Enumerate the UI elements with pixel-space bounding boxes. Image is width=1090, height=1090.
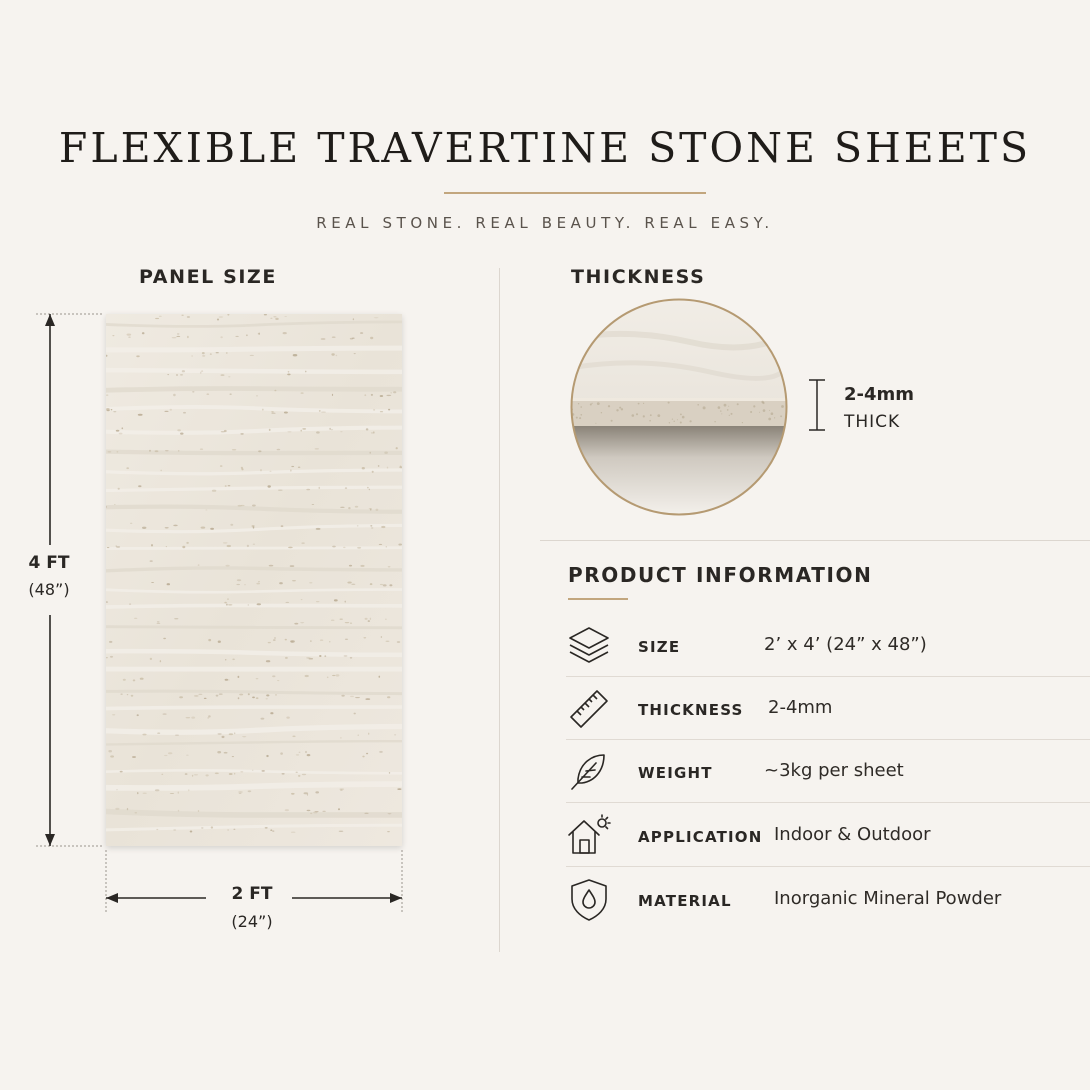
height-dimension-value: 4 FT	[28, 553, 70, 573]
row-divider	[566, 802, 1090, 803]
house-sun-icon	[566, 813, 612, 859]
product-info-underline	[568, 598, 628, 600]
page-title: FLEXIBLE TRAVERTINE STONE SHEETS	[58, 124, 1032, 172]
info-label-material: MATERIAL	[638, 892, 732, 910]
section-divider	[540, 540, 1090, 541]
info-value-material: Inorganic Mineral Powder	[774, 888, 1002, 909]
info-value-size: 2’ x 4’ (24” x 48”)	[764, 634, 927, 655]
thickness-closeup-image	[570, 298, 788, 516]
info-label-application: APPLICATION	[638, 828, 763, 846]
info-value-weight: ~3kg per sheet	[764, 760, 904, 781]
thickness-value: 2-4mm	[844, 384, 915, 405]
row-divider	[566, 739, 1090, 740]
thickness-heading: THICKNESS	[571, 266, 706, 288]
layers-icon	[566, 623, 612, 669]
feather-icon	[566, 749, 612, 795]
thickness-bracket	[806, 376, 828, 434]
info-value-thickness: 2-4mm	[768, 697, 833, 718]
panel-size-heading: PANEL SIZE	[139, 266, 277, 288]
info-label-weight: WEIGHT	[638, 764, 713, 782]
info-row-thickness	[566, 686, 1090, 732]
info-value-application: Indoor & Outdoor	[774, 824, 931, 845]
stone-panel-image	[106, 314, 402, 846]
info-row-material	[566, 877, 1090, 923]
tagline: REAL STONE. REAL BEAUTY. REAL EASY.	[316, 214, 774, 232]
info-row-size	[566, 623, 1090, 669]
thickness-label: THICK	[844, 412, 901, 432]
shield-drop-icon	[566, 877, 612, 923]
width-dimension-line	[96, 846, 412, 916]
info-label-thickness: THICKNESS	[638, 701, 744, 719]
info-row-weight	[566, 749, 1090, 795]
travertine-texture	[106, 314, 402, 846]
row-divider	[566, 676, 1090, 677]
info-label-size: SIZE	[638, 638, 681, 656]
row-divider	[566, 866, 1090, 867]
height-dimension-inches: (48”)	[28, 580, 70, 599]
column-divider	[499, 268, 500, 952]
product-info-heading: PRODUCT INFORMATION	[568, 563, 873, 587]
title-underline	[444, 192, 706, 194]
ruler-icon	[566, 686, 612, 732]
info-row-application	[566, 813, 1090, 859]
width-dimension-inches: (24”)	[231, 912, 273, 931]
width-dimension-value: 2 FT	[231, 884, 273, 904]
